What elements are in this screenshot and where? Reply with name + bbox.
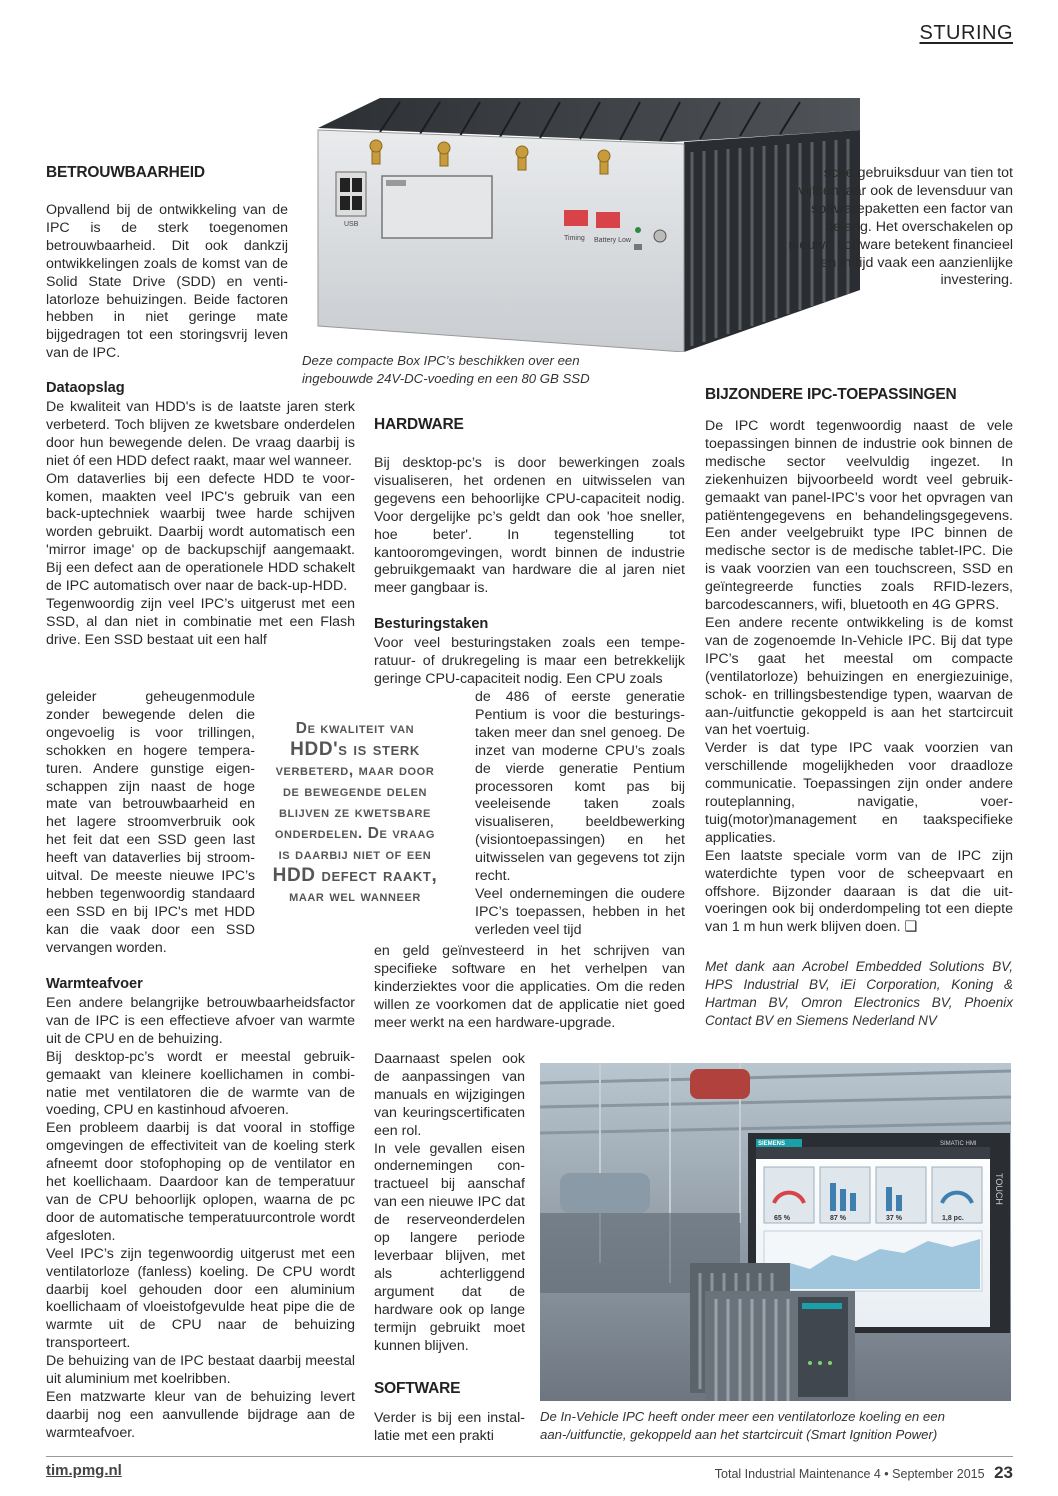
col3-top-text: sche gebruiksduur van tien tot vijftien jaar ook de levensduur van softwarepaketten een factor van belang. Het overschakelen op nieuwe software betekent financieel en in tijd vaak een aanzienlijke investering. [788,165,1013,289]
footer-rule [46,1456,1013,1457]
in-vehicle-ipc-image [540,1063,1011,1401]
col2-besturing-wide-2: en geld geïnvesteerd in het schrijven van specifieke software en het verhelpen van kinderziektes voor die applicaties. Om die reden willen ze voorkomen dat de applicatie niet goed meer werkt na een hardware-upgrade. [374,943,685,1031]
usb-label: USB [344,221,359,228]
siemens-brand: SIEMENS [758,1141,786,1147]
col3-body: De IPC wordt tegenwoordig naast de vele toepassingen binnen de industrie ook binnen de medische sector veelvuldig ingezet. In ziekenhuizen bijvoorbeeld wordt veel gebruikgemaakt van panel-IPC’s voor het opvragen van patiëntengegevens en behandelingsgegevens. Een ander veelgebruikt type IPC binnen de medische sector is de medische tablet-IPC. Die is vaak voorzien van een touchscreen, SSD en geïntegreerde functies zoals RFID-lezers, barcodescanners, wifi, bluetooth en 4G GPRS. Een andere recente ontwikkeling is de komst van de zogenoemde In-Vehicle IPC. Bij dat type IPC’s gaat het meestal om compacte (ventilatorloze) behuizingen en energiezuinige, schok- en trillingsbestendige typen, waarvan de aan-/uitfunctie gekoppeld is aan het startcircuit van het voertuig. Verder is dat type IPC vaak voorzien van verschillende mogelijkheden voor draadloze communicatie. Toepassingen zijn onder andere routeplanning, navigatie, voertuig(motor)management en taakspecifieke applicaties. Een laatste speciale vorm van de IPC zijn waterdichte typen voor de scheepvaart en offshore. Bijzonder daaraan is dat die uitvoeringen ook bij onderdompeling tot een diepte van 1 m hun werk blijven doen. ❑ [705,418,1013,936]
footer-magazine: Total Industrial Maintenance 4 • September 2015 [714,1467,985,1481]
heading-bijzondere-ipc: BIJZONDERE IPC-TOEPASSINGEN [705,386,957,403]
heading-besturingstaken: Besturingstaken [374,616,489,632]
section-tag: STURING [919,22,1013,44]
stat-1: 65 % [774,1215,790,1222]
bottom-image-caption: De In-Vehicle IPC heeft onder meer een ventilatorloze koeling en een aan-/uitfunctie, gekoppeld aan het startcircuit (Smart Ignition Power) [540,1409,945,1442]
col2-software-body: Verder is bij een installatie met een prakti [374,1410,525,1444]
touch-label: TOUCH [994,1173,1004,1205]
heading-software: SOFTWARE [374,1380,461,1397]
col1-intro: Opvallend bij de ontwikkeling van de IPC is de sterk toegenomen betrouwbaarheid. Dit ook dankzij ontwikkelingen zoals de komst van de Solid State Drive (SDD) en ventilatorloze behuizingen. Beide factoren hebben in niet geringe mate bijgedragen tot een storingsvrij leven van de IPC. [46,202,288,362]
box-ipc-illustration [300,90,862,352]
col2-besturing-beside-image: Daarnaast spelen ook de aanpassingen van manuals en wijzigingen van keuringscertificaten een rol. In vele gevallen eisen ondernemingen contractueel bij aanschaf van een nieuwe IPC dat de reserveonderdelen op langere periode leverbaar blijven, met als achterliggend argument dat de hardware ook op lange termijn gebruikt moet kunnen blijven. [374,1051,525,1354]
heading-hardware: HARDWARE [374,416,464,433]
factory-illustration [540,1063,1011,1401]
stat-2: 87 % [830,1215,846,1222]
col1-dataopslag-body: De kwaliteit van HDD's is de laatste jaren sterk verbeterd. Toch blijven ze kwetsbare onderdelen door hun bewegende delen. De vraag daarbij is niet óf een HDD defect raakt, maar wel wanneer. Om dataverlies bij een defecte HDD te voorkomen, maakten veel IPC's gebruik van een back-uptechniek waarbij twee harde schijven worden gebruikt. Daarbij wordt automatisch een 'mirror image' op de backupschijf aangemaakt. Bij een defect aan de operationele HDD schakelt de IPC automatisch over naar de back-up-HDD. Tegenwoordig zijn veel IPC’s uitgerust met een SSD, al dan niet in combinatie met een Flash drive. Een SSD bestaat uit een half [46,399,355,648]
footer-publication [715,1463,1013,1483]
battery-label: Battery Low [594,237,631,244]
col2-besturing-wide: Voor veel besturingstaken zoals een temperatuur- of drukregeling is maar een betrekkelijk geringe CPU-capaciteit nodig. Een CPU zoals [374,635,685,687]
heading-warmteafvoer: Warmteafvoer [46,976,143,992]
end-mark: ❑ [904,919,918,936]
col1-dataopslag-narrow: geleider geheugenmodule zonder bewegende delen die ongevoelig is voor trillingen, schokken en hogere temperaturen. Andere gunstige eigenschappen zijn naast de hoge mate van betrouwbaarheid en het lagere stroomverbruik ook het feit dat een SSD geen last heeft van dataverlies bij stroomuitval. De meeste nieuwe IPC’s hebben tegenwoordig standaard een SSD en bij IPC's met HDD kan die vaak door een SSD vervangen worden. [46,689,255,956]
hmi-label: SIMATIC HMI [940,1141,977,1147]
heading-betrouwbaarheid: BETROUWBAARHEID [46,164,205,181]
col2-hardware-body: Bij desktop-pc’s is door bewerkingen zoals visualiseren, het ordenen en uitwisselen van gegevens een behoorlijke CPU-capaciteit nodig. Voor dergelijke pc’s geldt dan ook 'hoe sneller, hoe beter'. In tegenstelling tot kantooromgevingen, wordt binnen de industrie gebruikgemaakt van hardware die al jaren niet meer gangbaar is. [374,455,685,597]
stat-3: 37 % [886,1215,902,1222]
box-ipc-image [300,90,862,352]
stat-4: 1,8 pc. [942,1215,964,1222]
col1-warmte-body: Een andere belangrijke betrouwbaarheidsfactor van de IPC is een effectieve afvoer van warmte uit de CPU en de behuizing. Bij desktop-pc’s wordt er meestal gebruikgemaakt van kleinere koellichamen in combinatie met ventilatoren die de warmte van de voeding, CPU en kastinhoud afvoeren. Een probleem daarbij is dat vooral in stoffige omgevingen de effectiviteit van de koeling sterk afneemt door stofophoping op de ventilator en het koellichaam. Daardoor kan de temperatuur van de CPU behoorlijk oplopen, waarna de pc door de automatische temperatuurcontrole wordt afgesloten. Veel IPC’s zijn tegenwoordig uitgerust met een ventilatorloze (fanless) koeling. De CPU wordt daarbij koel gehouden door een aluminium koellichaam of vloeistofgevulde heat pipe die de warmte uit de CPU naar de behuizing transporteert. De behuizing van de IPC bestaat daarbij meestal uit aluminium met koelribben. Een matzwarte kleur van de behuizing levert daarbij nog een aanvullende bijdrage aan de warmteafvoer. [46,995,355,1441]
timing-label: Timing [564,235,585,242]
credits: Met dank aan Acrobel Embedded Solutions BV, HPS Industrial BV, iEi Corporation, Koning & Hartman BV, Omron Electronics BV, Phoenix Contact BV en Siemens Nederland NV [705,959,1013,1028]
page-number: 23 [994,1463,1013,1482]
top-image-caption: Deze compacte Box IPC’s beschikken over een ingebouwde 24V-DC-voeding en een 80 GB SSD [302,353,590,386]
pull-quote: De kwaliteit van HDD's is sterk verbeterd, maar door de bewegende delen blijven ze kwetsbare onderdelen. De vraag is daarbij niet of een HDD defect raakt, maar wel wanneer [272,720,438,905]
heading-dataopslag: Dataopslag [46,380,125,396]
col2-besturing-narrow: de 486 of eerste generatie Pentium is voor die besturingstaken meer dan snel genoeg. De inzet van moderne CPU’s zoals de vierde generatie Pentium processoren komt pas bij veeleisende taken zoals visualiseren, beeldbewerking (visiontoepassingen) en het uitwisselen van gegevens tot zijn recht. Veel ondernemingen die oudere IPC’s toepassen, hebben in het verleden veel tijd [475,689,685,938]
footer-site-link[interactable]: tim.pmg.nl [46,1462,122,1479]
